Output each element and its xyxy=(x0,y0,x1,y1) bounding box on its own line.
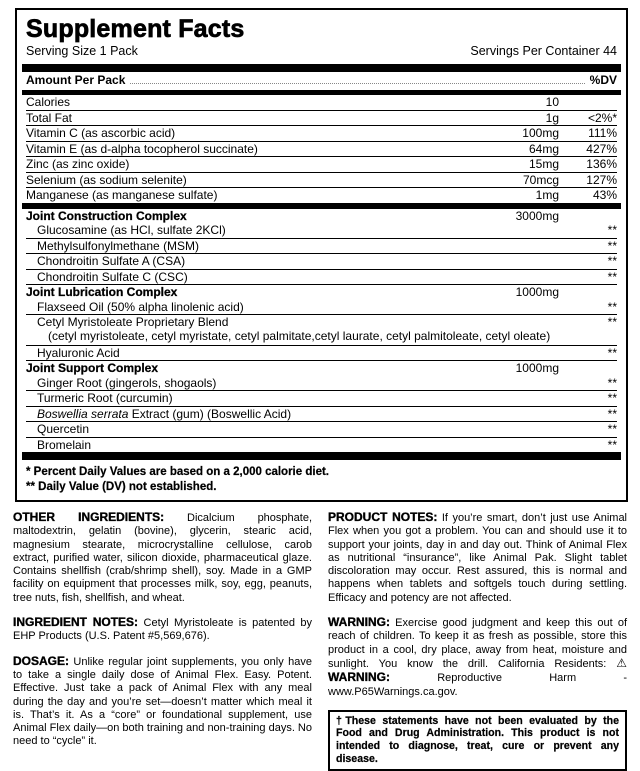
warning-label: WARNING: xyxy=(328,615,390,630)
ingredient-name: Chondroitin Sulfate A (CSA) xyxy=(37,254,186,268)
product-notes-label: PRODUCT NOTES: xyxy=(328,510,438,524)
ingredient-name: Hyaluronic Acid xyxy=(37,345,120,360)
nutrient-dv: 111% xyxy=(588,126,617,140)
warning-text: Exercise good judgment and keep this out of reach of children. To keep it as fresh as possible, store this product in a cool, dry place, away from heat, moisture and sunlight. You know the drill. California Residents: xyxy=(328,617,627,670)
ingredient-notes-label: INGREDIENT NOTES: xyxy=(13,615,139,630)
complex-name: Joint Construction Complex xyxy=(26,208,187,223)
ingredient-row xyxy=(26,421,617,437)
ingredient-name: Chondroitin Sulfate C (CSC) xyxy=(37,269,188,284)
dosage-label: DOSAGE: xyxy=(13,653,70,668)
complex-joint-construction xyxy=(26,209,617,285)
complex-joint-support xyxy=(26,360,617,452)
ingredient-dv: ** xyxy=(607,406,617,421)
ingredient-row xyxy=(26,345,617,361)
ingredient-row xyxy=(26,253,617,269)
other-ingredients-paragraph xyxy=(13,511,312,605)
fda-disclaimer-box xyxy=(328,710,627,771)
nutrient-amount: 70mcg xyxy=(522,172,559,187)
ingredient-name-italic: Boswellia serrata xyxy=(37,406,129,421)
nutrient-dv: 136% xyxy=(586,157,617,171)
warning-label-2: WARNING: xyxy=(328,670,390,685)
ingredient-row xyxy=(26,300,617,315)
nutrient-name: Manganese (as manganese sulfate) xyxy=(26,188,218,202)
ingredient-dv: ** xyxy=(607,375,617,390)
complex-name: Joint Support Complex xyxy=(26,361,158,375)
nutrient-row-vitamin-c xyxy=(26,125,617,141)
left-column xyxy=(13,511,312,771)
nutrient-amount: 10 xyxy=(545,95,559,109)
ingredient-name xyxy=(26,408,559,421)
ingredient-name: Turmeric Root (curcumin) xyxy=(37,391,173,405)
column-header-amount: Amount Per Pack xyxy=(26,73,126,87)
warning-paragraph xyxy=(328,616,627,699)
ingredient-name: Flaxseed Oil (50% alpha linolenic acid) xyxy=(37,299,244,314)
complex-amount: 3000mg xyxy=(515,208,559,223)
ingredient-dv: ** xyxy=(607,315,617,329)
ingredient-dv: ** xyxy=(607,391,617,405)
ingredient-dv: ** xyxy=(607,238,617,253)
nutrient-amount: 1g xyxy=(545,110,559,125)
ingredient-row xyxy=(26,376,617,391)
serving-row xyxy=(26,43,617,64)
other-ingredients-text: Dicalcium phosphate, maltodextrin, gelatin (bovine), glycerin, stearic acid, magnesium stearate, microcrystalline cellulose, carob extract, purified water, silicon dioxide, pharmaceutical glaze. Contains shellfish (crab/shrimp shell), soy. Made in a GMP facility on equipment that processes milk, soy, egg, peanuts, tree nuts, fish, shellfish, and wheat. xyxy=(13,512,313,604)
ingredient-dv: ** xyxy=(607,299,617,314)
complex-amount: 1000mg xyxy=(515,285,559,299)
ingredient-dv: ** xyxy=(607,223,617,237)
nutrient-row-total-fat xyxy=(26,110,617,126)
dotted-leader xyxy=(130,83,584,84)
ingredient-name: Quercetin xyxy=(37,422,90,436)
fda-disclaimer-text: †These statements have not been evaluated by the Food and Drug Administration. This product is not intended to diagnose, treat, cure or prevent any disease. xyxy=(336,714,619,765)
nutrient-name: Calories xyxy=(26,95,71,109)
ingredient-name: Cetyl Myristoleate Proprietary Blend xyxy=(37,315,229,329)
complex-header xyxy=(26,209,617,224)
info-columns xyxy=(13,511,627,771)
divider-bar-thick xyxy=(22,64,621,72)
complex-header xyxy=(26,285,617,300)
nutrient-amount: 1mg xyxy=(535,188,559,202)
warning-triangle-icon: ⚠ xyxy=(616,655,627,670)
nutrient-row-calories xyxy=(26,95,617,110)
warning-text-2: Reproductive Harm - www.P65Warnings.ca.gov. xyxy=(328,672,627,698)
dosage-text: Unlike regular joint supplements, you only have to take a single daily dose of Animal Flex. Easy. Potent. Effective. Just take a pack of Animal Flex with any meal during the day and you’re set—doesn’t matter which meal it is. That’s it. As a “core” or foundational supplement, use Animal Flex daily—on both training and non-training days. No need to “cycle” it. xyxy=(13,655,312,748)
nutrient-name: Vitamin E (as d-alpha tocopherol succinate) xyxy=(26,141,258,156)
ingredient-dv: ** xyxy=(607,269,617,284)
ingredient-dv: ** xyxy=(607,345,617,360)
ingredient-dv: ** xyxy=(607,422,617,436)
nutrient-amount: 15mg xyxy=(528,157,559,171)
nutrient-name: Zinc (as zinc oxide) xyxy=(26,157,130,171)
complex-amount: 1000mg xyxy=(515,361,559,375)
product-notes-text: If you’re smart, don’t just use Animal Flex when you got a problem. You can and should use it to support your joints, day in and day out. Think of Animal Flex as nutritional “insurance”, like Animal Pak. Slight tablet discoloration may occur. Rest assured, this is normal and happens when tablets and softgels touch during settling. Efficacy and potency are not affected. xyxy=(328,512,627,604)
dosage-paragraph xyxy=(13,655,312,749)
footnote-daily-values: * Percent Daily Values are based on a 2,000 calorie diet. xyxy=(26,466,329,478)
product-notes-paragraph xyxy=(328,511,627,605)
ingredient-row xyxy=(26,390,617,406)
nutrient-row-manganese xyxy=(26,187,617,203)
complex-header xyxy=(26,361,617,376)
ingredient-name: Bromelain xyxy=(37,437,92,452)
ingredient-name: Methylsulfonylmethane (MSM) xyxy=(37,238,200,253)
ingredient-row-boswellia xyxy=(26,406,617,422)
column-header-dv: %DV xyxy=(589,73,617,87)
ingredient-name: Ginger Root (gingerols, shogaols) xyxy=(37,375,217,390)
ingredient-name: Glucosamine (as HCl, sulfate 2KCl) xyxy=(37,223,226,237)
serving-size: Serving Size 1 Pack xyxy=(26,44,138,58)
nutrient-amount: 64mg xyxy=(528,141,559,156)
column-header-row xyxy=(26,72,617,90)
ingredient-name-rest: Extract (gum) (Boswellic Acid) xyxy=(128,406,292,421)
ingredient-row xyxy=(26,269,617,285)
ingredient-row xyxy=(26,223,617,238)
footnotes xyxy=(26,465,617,495)
right-column xyxy=(328,511,627,771)
ingredient-notes-text: Cetyl Myristoleate is patented by EHP Products (U.S. Patent #5,569,676). xyxy=(13,617,313,643)
ingredient-row-with-detail xyxy=(26,314,617,345)
ingredient-notes-paragraph xyxy=(13,616,312,644)
nutrient-amount: 100mg xyxy=(522,126,559,140)
complex-name: Joint Lubrication Complex xyxy=(26,285,178,299)
nutrient-dv: 127% xyxy=(586,172,617,187)
nutrient-name: Total Fat xyxy=(26,110,73,125)
nutrient-dv: 427% xyxy=(586,141,617,156)
nutrient-name: Selenium (as sodium selenite) xyxy=(26,172,187,187)
divider-bar-thick xyxy=(22,452,621,460)
other-ingredients-label: OTHER INGREDIENTS: xyxy=(13,510,165,524)
supplement-facts-panel xyxy=(15,8,628,502)
ingredient-row xyxy=(26,437,617,453)
nutrient-row-zinc xyxy=(26,156,617,172)
nutrient-name: Vitamin C (as ascorbic acid) xyxy=(26,126,176,140)
ingredient-row xyxy=(26,238,617,254)
panel-title: Supplement Facts xyxy=(26,15,245,43)
nutrient-dv: <2%* xyxy=(587,110,617,125)
nutrient-row-vitamin-e xyxy=(26,141,617,157)
ingredient-detail: (cetyl myristoleate, cetyl myristate, cetyl palmitate,cetyl laurate, cetyl palmitoleate, cetyl oleate) xyxy=(48,328,551,343)
servings-per-container: Servings Per Container 44 xyxy=(470,44,617,58)
nutrient-dv: 43% xyxy=(592,188,617,202)
ingredient-dv: ** xyxy=(607,254,617,268)
complex-joint-lubrication xyxy=(26,284,617,360)
nutrient-row-selenium xyxy=(26,172,617,188)
footnote-dv-not-established: ** Daily Value (DV) not established. xyxy=(26,481,217,493)
ingredient-dv: ** xyxy=(607,437,617,452)
